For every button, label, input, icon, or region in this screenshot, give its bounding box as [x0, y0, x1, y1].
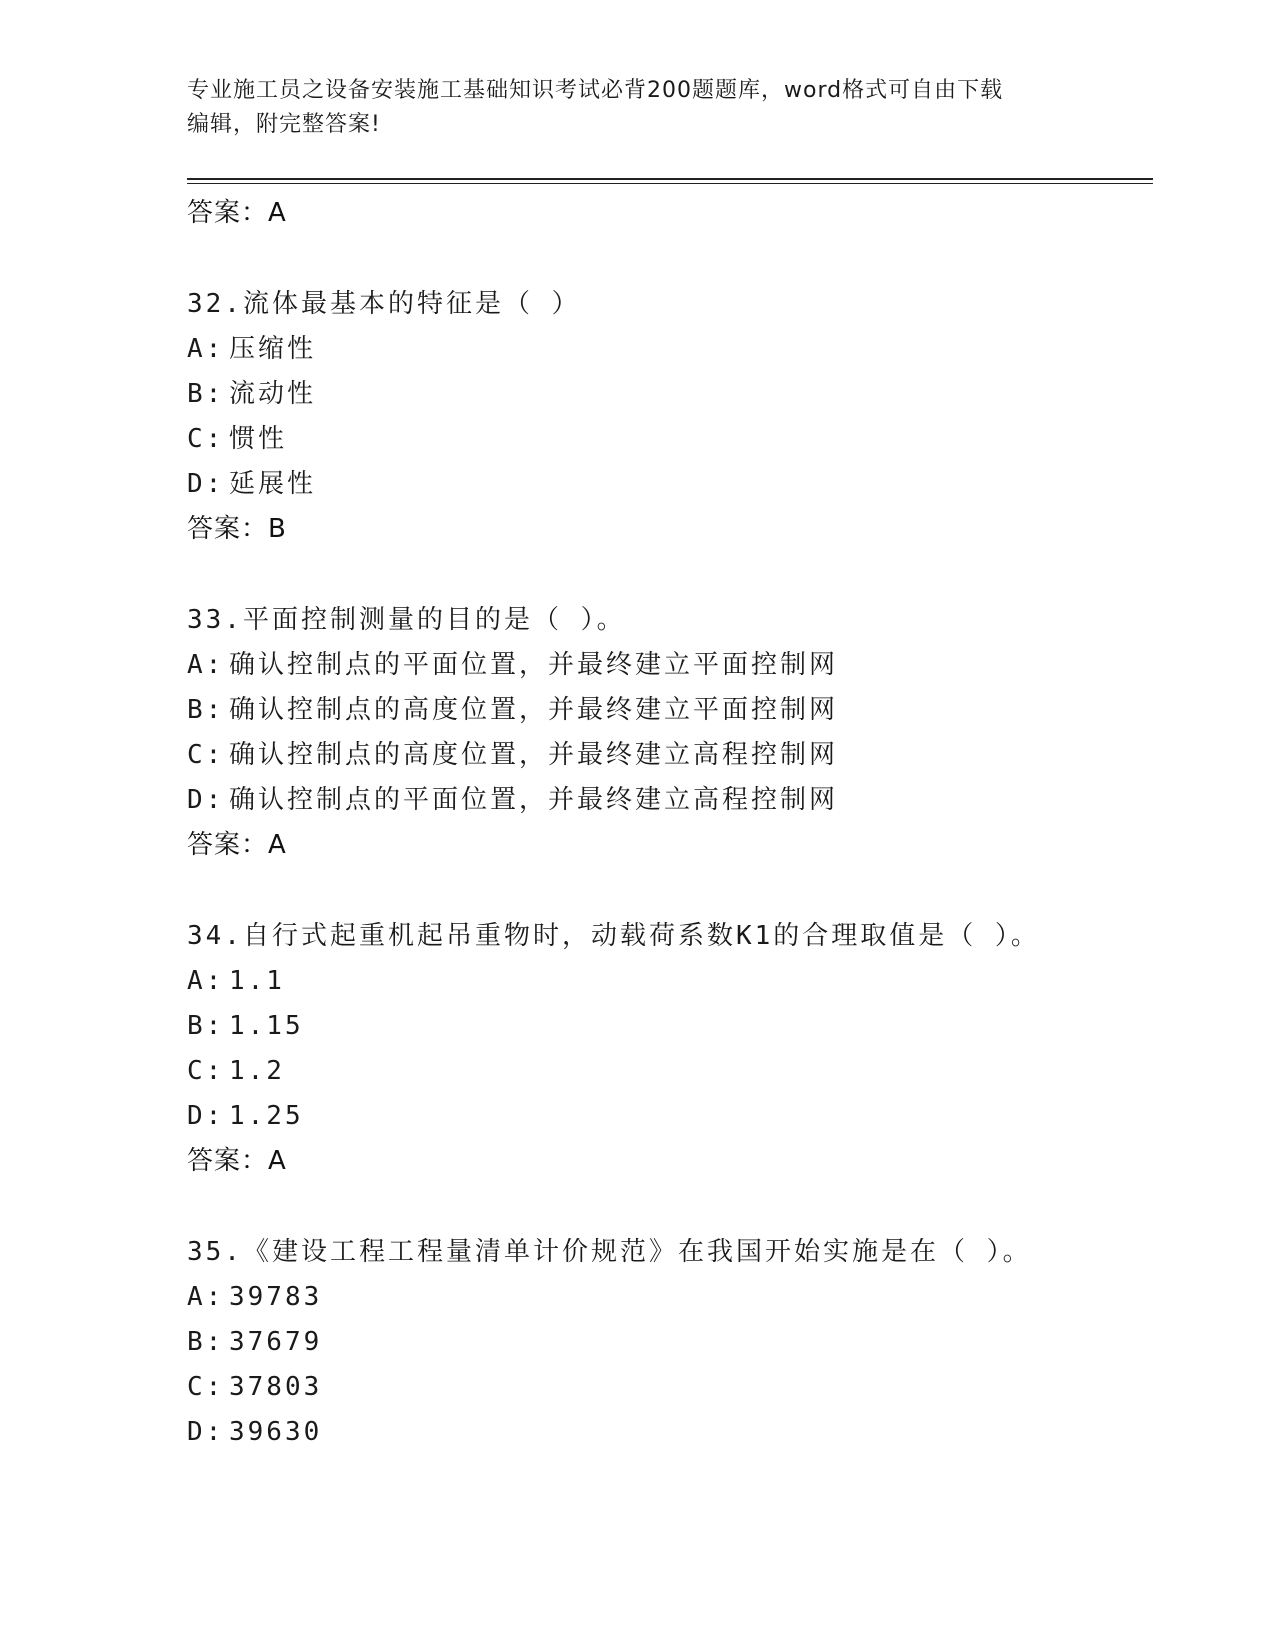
option-key: B:	[187, 1011, 225, 1041]
option-line	[187, 643, 1187, 688]
option-line	[187, 1365, 1187, 1410]
option-key: D:	[187, 469, 225, 499]
option-text: 确认控制点的平面位置，并最终建立平面控制网	[229, 650, 839, 680]
option-text: 1.1	[229, 966, 285, 996]
option-key: B:	[187, 1327, 225, 1357]
option-text: 惯性	[229, 424, 288, 454]
answer-line: 答案：A	[187, 830, 287, 860]
question-block	[187, 1230, 1187, 1455]
option-line	[187, 417, 1187, 462]
question-text: 35.《建设工程工程量清单计价规范》在我国开始实施是在（ ）。	[187, 1237, 1032, 1267]
option-text: 39630	[229, 1417, 323, 1447]
option-key: A:	[187, 1282, 225, 1312]
header-title-line-1: 专业施工员之设备安装施工基础知识考试必背200题题库，word格式可自由下载	[187, 78, 1004, 103]
option-key: A:	[187, 650, 225, 680]
option-key: C:	[187, 1056, 225, 1086]
option-text: 确认控制点的高度位置，并最终建立平面控制网	[229, 695, 839, 725]
question-text: 32.流体最基本的特征是（ ）	[187, 289, 581, 319]
question-list	[187, 191, 1187, 1455]
option-key: D:	[187, 785, 225, 815]
option-key: A:	[187, 966, 225, 996]
option-line	[187, 1094, 1187, 1139]
option-line	[187, 462, 1187, 507]
option-text: 流动性	[229, 379, 317, 409]
option-key: D:	[187, 1417, 225, 1447]
option-line	[187, 778, 1187, 823]
question-block	[187, 282, 1187, 552]
option-text: 延展性	[229, 469, 317, 499]
option-line	[187, 733, 1187, 778]
option-key: C:	[187, 740, 225, 770]
option-key: D:	[187, 1101, 225, 1131]
answer-line: 答案：B	[187, 514, 287, 544]
option-line	[187, 1049, 1187, 1094]
option-text: 37803	[229, 1372, 323, 1402]
option-key: C:	[187, 424, 225, 454]
answer-line: 答案：A	[187, 198, 287, 228]
option-line	[187, 372, 1187, 417]
option-line	[187, 1275, 1187, 1320]
option-line	[187, 959, 1187, 1004]
answer-line: 答案：A	[187, 1146, 287, 1176]
option-text: 确认控制点的平面位置，并最终建立高程控制网	[229, 785, 839, 815]
option-text: 压缩性	[229, 334, 317, 364]
option-text: 39783	[229, 1282, 323, 1312]
question-text: 34.自行式起重机起吊重物时，动载荷系数K1的合理取值是（ ）。	[187, 921, 1040, 951]
option-line	[187, 327, 1187, 372]
header-title-line-2: 编辑，附完整答案!	[187, 112, 381, 137]
option-text: 确认控制点的高度位置，并最终建立高程控制网	[229, 740, 839, 770]
option-key: B:	[187, 379, 225, 409]
header-divider-thin	[187, 183, 1153, 184]
option-key: C:	[187, 1372, 225, 1402]
option-text: 1.25	[229, 1101, 304, 1131]
option-text: 1.15	[229, 1011, 304, 1041]
question-block	[187, 914, 1187, 1184]
option-key: B:	[187, 695, 225, 725]
question-text: 33.平面控制测量的目的是（ ）。	[187, 605, 626, 635]
question-block	[187, 598, 1187, 868]
header-divider-thick	[187, 178, 1153, 180]
option-line	[187, 1004, 1187, 1049]
option-key: A:	[187, 334, 225, 364]
option-line	[187, 1410, 1187, 1455]
option-text: 1.2	[229, 1056, 285, 1086]
option-line	[187, 688, 1187, 733]
option-line	[187, 1320, 1187, 1365]
document-header	[187, 74, 1067, 142]
option-text: 37679	[229, 1327, 323, 1357]
